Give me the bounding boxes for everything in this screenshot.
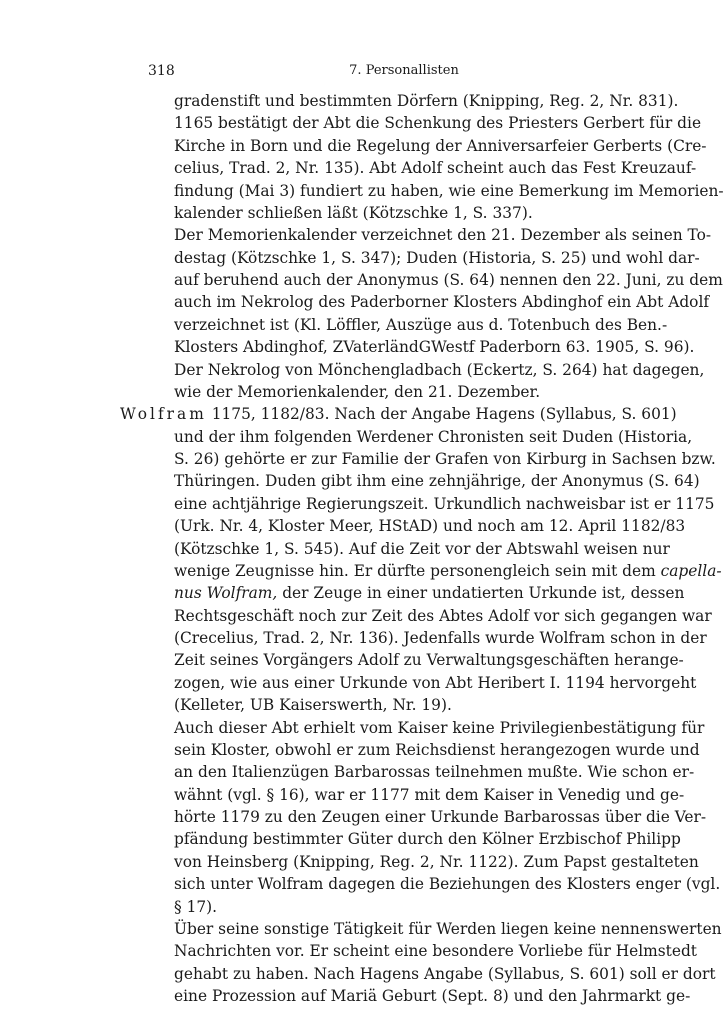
running-head: 7. Personallisten [349,63,459,78]
text-line: Über seine sonstige Tätigkeit für Werden liegen keine nennenswerten [174,919,722,938]
text-line: eine achtjährige Regierungszeit. Urkundlich nachweisbar ist er 1175 [174,494,715,513]
paragraph [148,90,724,224]
paragraph [148,717,721,918]
text-line: von Heinsberg (Knipping, Reg. 2, Nr. 1122). Zum Papst gestalteten [174,852,699,871]
text-line: (Kelleter, UB Kaiserswerth, Nr. 19). [174,696,452,715]
text-line: (Crecelius, Trad. 2, Nr. 136). Jedenfalls wurde Wolfram schon in der [174,629,707,647]
text-line: Zeit seines Vorgängers Adolf zu Verwaltungsgeschäften herange- [174,651,684,670]
text-run: wenige Zeugnisse hin. Er dürfte personengleich sein mit dem [174,561,656,580]
text-line: wähnt (vgl. § 16), war er 1177 mit dem Kaiser in Venedig und ge- [174,785,685,804]
text-line: Kirche in Born und die Regelung der Anniversarfeier Gerberts (Cre- [174,136,707,155]
paragraph [148,918,722,1008]
text-line: Klosters Abdinghof, ZVaterländGWestf Paderborn 63. 1905, S. 96). [174,338,695,357]
entry-name: Wolfram [120,405,207,424]
text-line: gradenstift und bestimmten Dörfern (Knipping, Reg. 2, Nr. 831). [174,92,679,110]
text-line-with-italic [174,582,685,604]
text-line: S. 26) gehörte er zur Familie der Grafen von Kirburg in Sachsen bzw. [174,450,716,468]
text-line: destag (Kötzschke 1, S. 347); Duden (Historia, S. 25) und wohl dar- [174,248,700,267]
italic-run: capella- [660,561,722,580]
text-run: der Zeuge in einer undatierten Urkunde ist, dessen [277,584,685,603]
entry-first-line-rest: 1175, 1182/83. Nach der Angabe Hagens (Syllabus, S. 601) [206,405,677,424]
text-line: celius, Trad. 2, Nr. 135). Abt Adolf scheint auch das Fest Kreuzauf- [174,159,697,178]
text-line: kalender schließen läßt (Kötzschke 1, S. 337). [174,203,533,222]
page-header [148,63,660,79]
entry-body [148,426,722,717]
entry-wolfram [120,403,722,716]
text-line: sich unter Wolfram dagegen die Beziehungen des Klosters enger (vgl. [174,875,721,894]
paragraph [148,224,723,403]
text-line: zogen, wie aus einer Urkunde von Abt Heribert I. 1194 hervorgeht [174,673,697,692]
text-line: verzeichnet ist (Kl. Löffler, Auszüge aus d. Totenbuch des Ben.- [174,315,668,334]
text-line: § 17). [174,897,218,916]
text-line: auf beruhend auch der Anonymus (S. 64) nennen den 22. Juni, zu dem [174,271,723,289]
page-body [120,90,724,1007]
text-line: Nachrichten vor. Er scheint eine besondere Vorliebe für Helmstedt [174,942,697,961]
text-line: auch im Nekrolog des Paderborner Klosters Abdinghof ein Abt Adolf [174,293,710,312]
text-line: (Urk. Nr. 4, Kloster Meer, HStAD) und noch am 12. April 1182/83 [174,517,686,536]
text-line: (Kötzschke 1, S. 545). Auf die Zeit vor der Abtswahl weisen nur [174,539,670,558]
text-line: Auch dieser Abt erhielt vom Kaiser keine Privilegienbestätigung für [174,718,705,737]
text-line: sein Kloster, obwohl er zum Reichsdienst herangezogen wurde und [174,740,700,759]
text-line: 1165 bestätigt der Abt die Schenkung des Priesters Gerbert für die [174,114,702,133]
text-line: Der Nekrolog von Mönchengladbach (Eckertz, S. 264) hat dagegen, [174,360,705,379]
page-number: 318 [148,63,175,79]
text-line: und der ihm folgenden Werdener Chronisten seit Duden (Historia, [174,427,693,446]
text-line: Rechtsgeschäft noch zur Zeit des Abtes Adolf vor sich gegangen war [174,606,712,625]
text-line: gehabt zu haben. Nach Hagens Angabe (Syllabus, S. 601) soll er dort [174,964,716,983]
text-line: Der Memorienkalender verzeichnet den 21. Dezember als seinen To- [174,226,712,245]
text-line: Thüringen. Duden gibt ihm eine zehnjährige, der Anonymus (S. 64) [174,472,700,491]
text-line: pfändung bestimmter Güter durch den Kölner Erzbischof Philipp [174,830,681,849]
text-line: wie der Memorienkalender, den 21. Dezember. [174,382,541,401]
text-line: hörte 1179 zu den Zeugen einer Urkunde Barbarossas über die Ver- [174,808,707,826]
entry-first-line [120,403,677,425]
text-line: findung (Mai 3) fundiert zu haben, wie eine Bemerkung im Memorien- [174,181,724,200]
italic-run: nus Wolfram, [174,584,278,603]
text-line: eine Prozession auf Mariä Geburt (Sept. 8) und den Jahrmarkt ge- [174,987,691,1005]
text-line-with-italic [174,560,722,582]
text-line: an den Italienzügen Barbarossas teilnehmen mußte. Wie schon er- [174,763,695,782]
